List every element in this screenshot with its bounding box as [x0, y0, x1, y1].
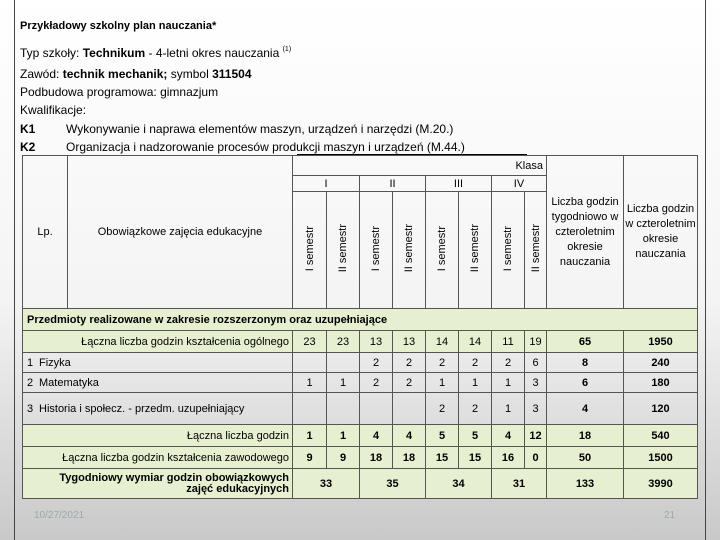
cell: 8 [547, 353, 624, 373]
cell: 1950 [624, 331, 698, 353]
cell: 2 [459, 353, 492, 373]
cell: 35 [360, 469, 426, 499]
semester-label: II semestr [403, 224, 415, 273]
semester-header [360, 192, 393, 309]
cell: 1 [293, 373, 327, 393]
cell [327, 393, 360, 425]
lp-header: Lp. [23, 156, 68, 309]
cell: 6 [547, 373, 624, 393]
page-number: 21 [664, 510, 676, 521]
cell: 4 [492, 425, 525, 447]
vocational-total-row [23, 447, 698, 469]
school-type-line [20, 46, 291, 60]
cell: 18 [547, 425, 624, 447]
vocational-total-label: Łączna liczba godzin kształcenia zawodowego [23, 447, 293, 469]
subject-name: Matematyka [39, 376, 99, 389]
cell: 1 [327, 373, 360, 393]
semester-header [459, 192, 492, 309]
table-row [23, 393, 698, 425]
qualifications-label: Kwalifikacje: [20, 103, 87, 117]
cell: 3 [525, 393, 547, 425]
cell: 1500 [624, 447, 698, 469]
semester-label: I semestr [370, 225, 382, 272]
school-type-period: - 4-letni okres nauczania [148, 46, 280, 60]
cell: 34 [426, 469, 492, 499]
cell: 9 [293, 447, 327, 469]
cell: 13 [393, 331, 426, 353]
subject-name: Historia i społecz. - przedm. uzupełniający [39, 402, 245, 415]
semester-header [492, 192, 525, 309]
cell: 2 [492, 353, 525, 373]
semester-header [327, 192, 360, 309]
cell: 180 [624, 373, 698, 393]
cell: 2 [426, 353, 459, 373]
cell: 9 [327, 447, 360, 469]
qualification-name: Organizacja i nadzorowanie procesów produkcji maszyn i urządzeń (M.44.) [66, 140, 465, 154]
total-hours-header: Liczba godzin w czteroletnim okresie nauczania [624, 156, 698, 309]
cell: 31 [492, 469, 547, 499]
profession-label: Zawód: [20, 67, 60, 81]
semester-label: II semestr [337, 224, 349, 273]
subject-name-cell [23, 393, 293, 425]
class-header: IV [492, 176, 547, 192]
semester-header [293, 192, 327, 309]
cell: 2 [393, 353, 426, 373]
cell: 3 [525, 373, 547, 393]
cell: 14 [459, 331, 492, 353]
cell: 5 [426, 425, 459, 447]
class-header: II [360, 176, 426, 192]
semester-header [393, 192, 426, 309]
cell: 1 [293, 425, 327, 447]
qualification-code: K1 [20, 122, 36, 136]
cell: 240 [624, 353, 698, 373]
qualification-code: K2 [20, 140, 36, 154]
cell: 4 [547, 393, 624, 425]
class-header: I [293, 176, 360, 192]
label-line: Tygodniowy wymiar godzin obowiązkowych [59, 471, 289, 484]
table-row [23, 353, 698, 373]
cell: 2 [426, 393, 459, 425]
cell: 0 [525, 447, 547, 469]
cell: 16 [492, 447, 525, 469]
cell: 12 [525, 425, 547, 447]
school-type-note: (1) [282, 46, 292, 53]
lp-value: 3 [27, 402, 34, 415]
cell: 65 [547, 331, 624, 353]
curriculum-table [22, 155, 698, 499]
semester-header [525, 192, 547, 309]
profession-symbol-label: symbol [170, 67, 209, 81]
cell: 2 [360, 353, 393, 373]
cell: 133 [547, 469, 624, 499]
cell: 1 [327, 425, 360, 447]
subject-name: Fizyka [39, 356, 71, 369]
cell: 33 [293, 469, 360, 499]
cell: 4 [393, 425, 426, 447]
lp-value: 2 [27, 376, 34, 389]
semester-label: I semestr [502, 225, 514, 272]
cell: 6 [525, 353, 547, 373]
subject-name-cell [23, 373, 293, 393]
school-type-value: Technikum [82, 46, 146, 60]
cell: 1 [426, 373, 459, 393]
cell [327, 353, 360, 373]
profession-symbol: 311504 [212, 67, 252, 81]
hours-total-label: Łączna liczba godzin [23, 425, 293, 447]
qualification-k2 [20, 140, 465, 154]
semester-label: II semestr [469, 224, 481, 273]
klasa-header: Klasa [293, 156, 547, 176]
general-total-label: Łączna liczba godzin kształcenia ogólnego [23, 331, 293, 353]
cell: 23 [327, 331, 360, 353]
footer-date: 10/27/2021 [34, 510, 85, 521]
foundation-line: Podbudowa programowa: gimnazjum [20, 85, 219, 99]
profession-line [20, 67, 252, 81]
cell: 14 [426, 331, 459, 353]
semester-label: I semestr [436, 225, 448, 272]
cell: 50 [547, 447, 624, 469]
cell: 1 [492, 373, 525, 393]
cell: 15 [459, 447, 492, 469]
cell [293, 353, 327, 373]
weekly-obligatory-label [23, 469, 293, 499]
lp-value: 1 [27, 356, 34, 369]
cell: 3990 [624, 469, 698, 499]
cell: 1 [492, 393, 525, 425]
semester-label: II semestr [529, 224, 542, 273]
cell: 540 [624, 425, 698, 447]
subject-name-cell [23, 353, 293, 373]
cell: 18 [393, 447, 426, 469]
cell: 120 [624, 393, 698, 425]
cell: 13 [360, 331, 393, 353]
cell: 19 [525, 331, 547, 353]
hours-total-row [23, 425, 698, 447]
label-line: zajęć edukacyjnych [186, 482, 289, 495]
school-type-label: Typ szkoły: [20, 46, 80, 60]
cell: 23 [293, 331, 327, 353]
cell: 4 [360, 425, 393, 447]
cell [293, 393, 327, 425]
qualification-name: Wykonywanie i naprawa elementów maszyn, urządzeń i narzędzi (M.20.) [66, 122, 454, 136]
cell: 18 [360, 447, 393, 469]
semester-header [426, 192, 459, 309]
cell: 2 [360, 373, 393, 393]
cell: 1 [459, 373, 492, 393]
table-row [23, 373, 698, 393]
cell: 11 [492, 331, 525, 353]
page-title: Przykładowy szkolny plan nauczania* [20, 20, 217, 32]
cell: 2 [393, 373, 426, 393]
section-title: Przedmioty realizowane w zakresie rozszerzonym oraz uzupełniające [23, 309, 698, 331]
profession-value: technik mechanik; [62, 67, 168, 81]
cell: 15 [426, 447, 459, 469]
cell: 2 [459, 393, 492, 425]
cell [393, 393, 426, 425]
class-header: III [426, 176, 492, 192]
weekly-obligatory-row [23, 469, 698, 499]
general-total-row [23, 331, 698, 353]
qualification-k1 [20, 122, 453, 136]
subject-header: Obowiązkowe zajęcia edukacyjne [68, 156, 293, 309]
semester-label: I semestr [303, 225, 316, 272]
weekly-hours-header: Liczba godzin tygodniowo w czteroletnim okresie nauczania [547, 156, 624, 309]
cell [360, 393, 393, 425]
cell: 5 [459, 425, 492, 447]
